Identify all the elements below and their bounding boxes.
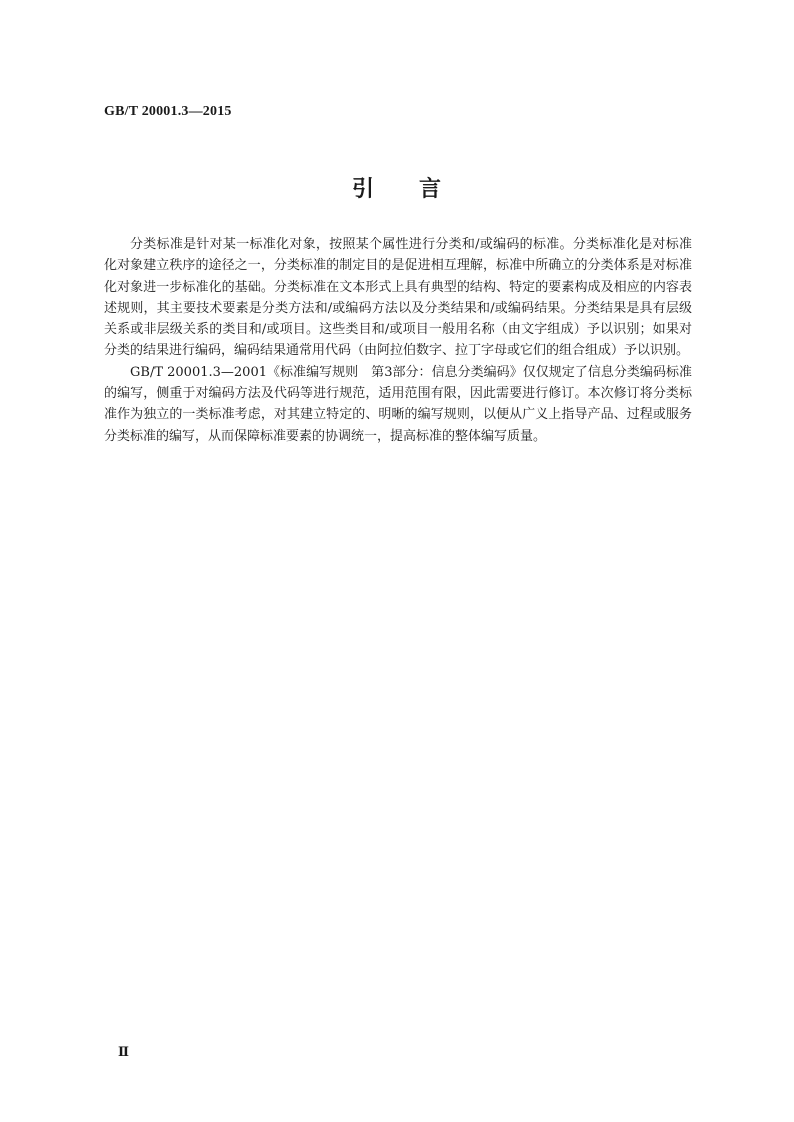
page-title-char-2: 言	[419, 177, 443, 202]
paragraph-2: GB/T 20001.3—2001《标准编写规则 第3部分：信息分类编码》仅仅规定了信息分类编码标准的编写，侧重于对编码方法及代码等进行规范，适用范围有限，因此需要进行修订。本次修订将分类标准作为独立的一类标准考虑，对其建立特定的、明晰的编写规则，以便从广义上指导产品、过程或服务分类标准的编写，从而保障标准要素的协调统一，提高标准的整体编写质量。	[104, 364, 692, 444]
introduction-body	[104, 234, 692, 447]
page-title	[0, 172, 794, 203]
page-number: Ⅱ	[118, 1044, 129, 1059]
document-code: GB/T 20001.3—2015	[104, 104, 232, 119]
page-title-char-1: 引	[351, 177, 375, 202]
paragraph-1: 分类标准是针对某一标准化对象，按照某个属性进行分类和/或编码的标准。分类标准化是对标准化对象建立秩序的途径之一，分类标准的制定目的是促进相互理解，标准中所确立的分类体系是对标准化对象进一步标准化的基础。分类标准在文本形式上具有典型的结构、特定的要素构成及相应的内容表述规则，其主要技术要素是分类方法和/或编码方法以及分类结果和/或编码结果。分类结果是具有层级关系或非层级关系的类目和/或项目。这些类目和/或项目一般用名称（由文字组成）予以识别；如果对分类的结果进行编码，编码结果通常用代码（由阿拉伯数字、拉丁字母或它们的组合组成）予以识别。	[104, 237, 692, 359]
